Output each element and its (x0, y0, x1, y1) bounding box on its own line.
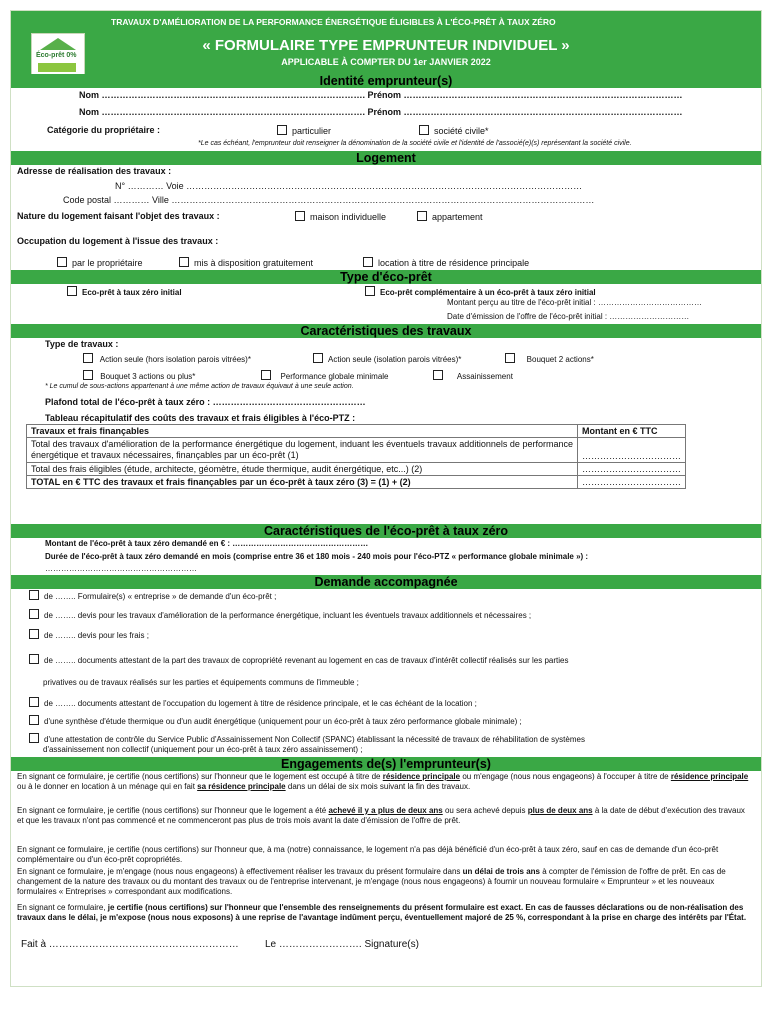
section-logement-heading: Logement (11, 151, 761, 165)
checkbox-icon[interactable] (57, 257, 67, 267)
duree-label: Durée de l'éco-prêt à taux zéro demandé en mois (comprise entre 36 et 180 mois - 240 mois pour l'éco-PTZ « performance globale minimale ») : (45, 552, 589, 561)
checkbox-icon[interactable] (365, 286, 375, 296)
row-travaux-amount[interactable]: …………………………… (578, 438, 686, 463)
fait-a-field[interactable]: Fait à ………………………………………………… (21, 939, 239, 950)
checkbox-icon[interactable] (83, 353, 93, 363)
address-voie-field[interactable]: N° ………… Voie …………………………………………………………………………………………………………………… (115, 181, 583, 191)
engagement-non-beneficie: En signant ce formulaire, je certifie (nous certifions) sur l'honneur que, à ma (notre) connaissance, le logement n'a pas déjà bénéficié d'un éco-prêt à taux zéro, sauf en cas de demande d'un éco-prêt complémentaire ou d'un éco-prêt copropriétés. (17, 845, 719, 864)
header-banner (11, 11, 761, 79)
table-row (27, 476, 686, 489)
option-complementaire-label: Eco-prêt complémentaire à un éco-prêt à taux zéro initial (380, 288, 596, 297)
option-bouquet2-label: Bouquet 2 actions* (526, 355, 594, 364)
checkbox-eco-complementaire[interactable] (365, 286, 596, 297)
checkbox-action-seule-iso[interactable] (313, 353, 461, 364)
option-appart-label: appartement (432, 212, 483, 222)
engagement-delai: En signant ce formulaire, je m'engage (nous nous engageons) à effectivement réaliser les travaux du présent formulaire dans un délai de trois ans à compter de l'émission de l'offre de prêt. En cas de changement de la nature des travaux ou du montant des travaux ou de l'entreprise intervenant, je m'engage (nous nous engageons) à fournir un nouveau formulaire « Emprunteur » et les nouveaux formulaires « Entreprises » correspondant aux modifications. (17, 867, 726, 896)
demande-item-label: de …….. devis pour les travaux d'amélioration de la performance énergétique, incluant les éventuels travaux additionnels et nécessaires ; (44, 611, 532, 620)
checkbox-icon[interactable] (505, 353, 515, 363)
demande-item-label: de …….. documents attestant de l'occupation du logement à titre de résidence principale, et le cas échéant de la location ; (44, 699, 477, 708)
address-postal-field[interactable]: Code postal ………… Ville …………………………………………………………………………………………………………………………… (63, 195, 595, 205)
checkbox-icon[interactable] (29, 654, 39, 664)
row-travaux-label: Total des travaux d'amélioration de la performance énergétique du logement, induant les éventuels travaux additionnels de performance énergétique et travaux nécessaires, finançables par un éco-prêt (1) (27, 438, 578, 463)
checkbox-icon[interactable] (261, 370, 271, 380)
date-signature-field[interactable]: Le ……………………. Signature(s) (265, 939, 419, 950)
option-assain-label: Assainissement (456, 372, 513, 381)
section-identity-heading: Identité emprunteur(s) (11, 74, 761, 88)
checkbox-icon[interactable] (179, 257, 189, 267)
societe-note: *Le cas échéant, l'emprunteur doit renseigner la dénomination de la société civile et l'identité de l'associé(e)(s) représentant la société civile. (198, 140, 632, 147)
checkbox-particulier[interactable] (277, 125, 331, 136)
nature-label: Nature du logement faisant l'objet des travaux : (17, 211, 220, 221)
engagement-residence: En signant ce formulaire, je certifie (nous certifions) sur l'honneur que le logement est occupé à titre de résidence principale ou m'engage (nous nous engageons) à l'occuper à titre de résidence principale ou à le donner en location à un ménage qui en fait sa résidence principale dans un délai de six mois suivant la fin des travaux. (17, 772, 749, 791)
category-label: Catégorie du propriétaire : (47, 125, 161, 135)
section-type-eco-heading: Type d'éco-prêt (11, 270, 761, 284)
checkbox-societe-civile[interactable] (419, 125, 489, 136)
demande-item-spanc-cont: d'assainissement non collectif (uniquement pour un éco-prêt à taux zéro assainissement) ; (43, 745, 363, 754)
checkbox-icon[interactable] (277, 125, 287, 135)
checkbox-bouquet-2[interactable] (505, 353, 594, 364)
option-gratuit-label: mis à disposition gratuitement (194, 258, 314, 268)
section-engagements-heading: Engagements de(s) l'emprunteur(s) (11, 757, 761, 771)
demande-item-devis-frais[interactable] (29, 629, 149, 640)
demande-item-devis-travaux[interactable] (29, 609, 531, 620)
section-carac-eco-heading: Caractéristiques de l'éco-prêt à taux zéro (11, 524, 761, 538)
checkbox-eco-initial[interactable] (67, 286, 182, 297)
option-bouquet3-label: Bouquet 3 actions ou plus* (100, 372, 196, 381)
table-row (27, 438, 686, 463)
engagement-certification: En signant ce formulaire, je certifie (nous certifions) sur l'honneur que l'ensemble des renseignements du présent formulaire est exact. En cas de fausses déclarations ou de non-réalisation des travaux dans le délai, je m'expose (nous nous exposons) à une reprise de l'avantage indûment perçu, éventuellement majoré de 25 %, correspondant à la prise en charge des intérêts par l'État. (17, 903, 747, 922)
option-initial-label: Eco-prêt à taux zéro initial (82, 288, 182, 297)
checkbox-icon[interactable] (83, 370, 93, 380)
engagement-achevement: En signant ce formulaire, je certifie (nous certifions) sur l'honneur que le logement a été achevé il y a plus de deux ans ou sera achevé depuis plus de deux ans à la date de début d'exécution des travaux et que les travaux n'ont pas commencé et ne commenceront pas plus de trois mois avant la date d'émission de l'offre de prêt. (17, 806, 745, 825)
checkbox-icon[interactable] (29, 609, 39, 619)
name-line-1[interactable]: Nom ……………………………………………………………………………. Prénom ………………………………………………………………………………… (79, 90, 683, 100)
demande-item-spanc[interactable] (29, 733, 585, 744)
option-location-label: location à titre de résidence principale (378, 258, 530, 268)
header-banner-text: TRAVAUX D'AMÉLIORATION DE LA PERFORMANCE ÉNERGÉTIQUE ÉLIGIBLES À L'ÉCO-PRÊT À TAUX ZÉRO (111, 17, 556, 27)
date-initial-field[interactable]: Date d'émission de l'offre de l'éco-prêt initial : ………………………… (447, 312, 690, 321)
checkbox-gratuit[interactable] (179, 257, 313, 268)
section-travaux-heading: Caractéristiques des travaux (11, 324, 761, 338)
demande-item-label: d'une attestation de contrôle du Service Public d'Assainissement Non Collectif (SPANC) établissant la nécessité de travaux de réhabilitation de systèmes (44, 735, 585, 744)
option-proprio-label: par le propriétaire (72, 258, 143, 268)
checkbox-icon[interactable] (295, 211, 305, 221)
checkbox-appartement[interactable] (417, 211, 483, 222)
page-title: « FORMULAIRE TYPE EMPRUNTEUR INDIVIDUEL » (202, 37, 570, 54)
checkbox-icon[interactable] (313, 353, 323, 363)
checkbox-location[interactable] (363, 257, 529, 268)
checkbox-icon[interactable] (67, 286, 77, 296)
demande-item-copropriete-cont: privatives ou de travaux réalisés sur les parties et équipements communs de l'immeuble ; (43, 678, 359, 687)
checkbox-bouquet-3[interactable] (83, 370, 195, 381)
montant-initial-field[interactable]: Montant perçu au titre de l'éco-prêt initial : ………………………………… (447, 298, 702, 307)
checkbox-maison[interactable] (295, 211, 386, 222)
plafond-field[interactable]: Plafond total de l'éco-prêt à taux zéro : …………………………………………… (45, 397, 366, 407)
checkbox-icon[interactable] (433, 370, 443, 380)
demande-item-copropriete[interactable] (29, 654, 568, 665)
demande-item-occupation[interactable] (29, 697, 477, 708)
option-maison-label: maison individuelle (310, 212, 387, 222)
name-line-2[interactable]: Nom ……………………………………………………………………………. Prénom ………………………………………………………………………………… (79, 107, 683, 117)
demande-item-label: de …….. documents attestant de la part des travaux de copropriété revenant au logement en cas de travaux d'intérêt collectif réalisés sur les parties (44, 656, 569, 665)
option-particulier-label: particulier (292, 126, 332, 136)
option-seule-hors-label: Action seule (hors isolation parois vitrées)* (99, 355, 251, 364)
option-seule-iso-label: Action seule (isolation parois vitrées)* (328, 355, 462, 364)
checkbox-assainissement[interactable] (433, 370, 513, 381)
table-header-row (27, 425, 686, 438)
logo-text: Éco-prêt 0% (36, 52, 77, 59)
montant-demande-field[interactable]: Montant de l'éco-prêt à taux zéro demandé en € : …………………………………………… (45, 539, 369, 548)
cumul-note: * Le cumul de sous-actions appartenant à une même action de travaux équivaut à une seule action. (45, 383, 354, 390)
cost-table (26, 424, 686, 489)
option-perf-label: Performance globale minimale (280, 372, 389, 381)
option-societe-label: société civile* (434, 126, 489, 136)
checkbox-icon[interactable] (29, 629, 39, 639)
page-subtitle: APPLICABLE À COMPTER DU 1er JANVIER 2022 (281, 57, 491, 67)
row-total-amount[interactable]: …………………………… (578, 476, 686, 489)
section-demande-heading: Demande accompagnée (11, 575, 761, 589)
demande-item-etude-thermique[interactable] (29, 715, 522, 726)
checkbox-icon[interactable] (363, 257, 373, 267)
row-frais-label: Total des frais éligibles (étude, architecte, géomètre, étude thermique, audit énergétique, etc...) (2) (27, 463, 578, 476)
checkbox-perf-globale[interactable] (261, 370, 389, 381)
row-frais-amount[interactable]: …………………………… (578, 463, 686, 476)
checkbox-icon[interactable] (29, 697, 39, 707)
checkbox-proprietaire[interactable] (57, 257, 143, 268)
checkbox-icon[interactable] (29, 590, 39, 600)
demande-item-formulaire[interactable] (29, 590, 276, 601)
checkbox-icon[interactable] (419, 125, 429, 135)
occupation-label: Occupation du logement à l'issue des travaux : (17, 236, 219, 246)
demande-item-label: de …….. devis pour les frais ; (44, 631, 149, 640)
demande-item-label: d'une synthèse d'étude thermique ou d'un audit énergétique (uniquement pour un éco-prêt à taux zéro performance globale minimale) ; (44, 717, 522, 726)
address-label: Adresse de réalisation des travaux : (17, 166, 172, 176)
row-total-label: TOTAL en € TTC des travaux et frais finançables par un éco-prêt à taux zéro (3) = (1) + (2) (27, 476, 578, 489)
col-montant-header: Montant en € TTC (578, 425, 686, 438)
col-travaux-header: Travaux et frais finançables (27, 425, 578, 438)
checkbox-action-seule-hors[interactable] (83, 353, 251, 364)
form-page (10, 10, 762, 987)
type-travaux-label: Type de travaux : (45, 339, 119, 349)
demande-item-label: de …….. Formulaire(s) « entreprise » de demande d'un éco-prêt ; (44, 592, 277, 601)
duree-field[interactable]: ………………………………………………… (45, 564, 197, 573)
table-row (27, 463, 686, 476)
checkbox-icon[interactable] (417, 211, 427, 221)
checkbox-icon[interactable] (29, 733, 39, 743)
checkbox-icon[interactable] (29, 715, 39, 725)
table-title: Tableau récapitulatif des coûts des travaux et frais éligibles à l'éco-PTZ : (45, 413, 356, 423)
